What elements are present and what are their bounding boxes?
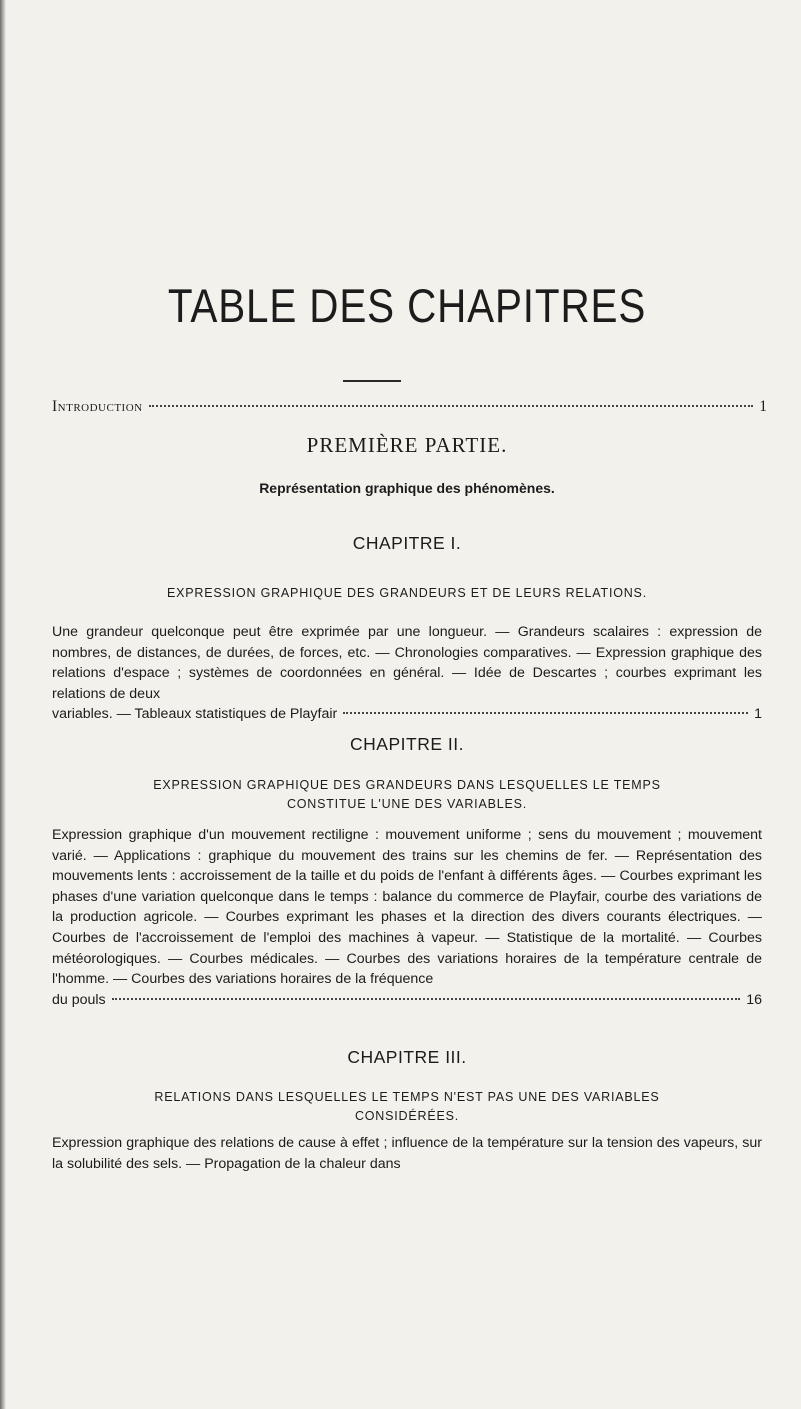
introduction-label: Introduction xyxy=(52,398,143,415)
chapter-2-title: CHAPITRE II. xyxy=(350,734,464,754)
chapter-2-last-text: du pouls xyxy=(52,991,106,1008)
chapter-1-summary[interactable] xyxy=(52,622,762,725)
part-title: PREMIÈRE PARTIE. xyxy=(306,433,508,457)
toc-entry-introduction[interactable] xyxy=(52,398,767,416)
title-rule xyxy=(343,380,401,382)
chapter-3-body: Expression graphique des relations de cause à effet ; influence de la température sur la tension des vapeurs, sur la solubilité des sels. — Propagation de la chaleur dans xyxy=(52,1135,762,1172)
chapter-2-subtitle: EXPRESSION GRAPHIQUE DES GRANDEURS DANS LESQUELLES LE TEMPS CONSTITUE L'UNE DES VARIABLES. xyxy=(153,778,661,811)
dot-leader xyxy=(149,405,754,407)
chapter-2-summary[interactable] xyxy=(52,825,762,1010)
dot-leader xyxy=(343,712,748,714)
part-subtitle: Représentation graphique des phénomènes. xyxy=(259,480,555,496)
chapter-1-last-line xyxy=(52,704,762,725)
chapter-1-last-text: variables. — Tableaux statistiques de Playfair xyxy=(52,706,338,723)
chapter-2-last-line xyxy=(52,990,762,1011)
dot-leader xyxy=(112,998,741,1000)
book-spine-edge xyxy=(0,0,6,1409)
chapter-3-title: CHAPITRE III. xyxy=(347,1047,467,1067)
chapter-1-title: CHAPITRE I. xyxy=(352,533,462,553)
page-title: TABLE DES CHAPITRES xyxy=(167,279,647,332)
chapter-1-subtitle: EXPRESSION GRAPHIQUE DES GRANDEURS ET DE LEURS RELATIONS. xyxy=(167,586,647,600)
chapter-3-subtitle: RELATIONS DANS LESQUELLES LE TEMPS N'EST PAS UNE DES VARIABLES CONSIDÉRÉES. xyxy=(154,1090,660,1123)
chapter-1-page: 1 xyxy=(754,706,762,723)
chapter-2-page: 16 xyxy=(746,991,762,1008)
chapter-2-body: Expression graphique d'un mouvement rectiligne : mouvement uniforme ; sens du mouvement ; mouvement varié. — Applications : graphique du mouvement des trains sur les chemins de fer. — Représentation des mouvements lents : accroissement de la taille et du poids de l'enfant à différents âges. — Courbes exprimant les phases d'une variation quelconque dans le temps : balance du commerce de Playfair, courbe des variations de la production agricole. — Courbes exprimant les phases et la direction des divers courants électriques. — Courbes de l'accroissement de l'emploi des machines à vapeur. — Statistique de la mortalité. — Courbes météorologiques. — Courbes médicales. — Courbes des variations horaires de la température centrale de l'homme. — Courbes des variations horaires de la fréquence xyxy=(52,827,762,988)
introduction-page: 1 xyxy=(759,398,767,415)
chapter-3-summary[interactable] xyxy=(52,1133,762,1174)
chapter-1-body: Une grandeur quelconque peut être exprimée par une longueur. — Grandeurs scalaires : expression de nombres, de distances, de durées, de forces, etc. — Chronologies comparatives. — Expression graphique des relations d'espace ; systèmes de coordonnées en général. — Idée de Descartes ; courbes exprimant les relations de deux xyxy=(52,624,762,702)
